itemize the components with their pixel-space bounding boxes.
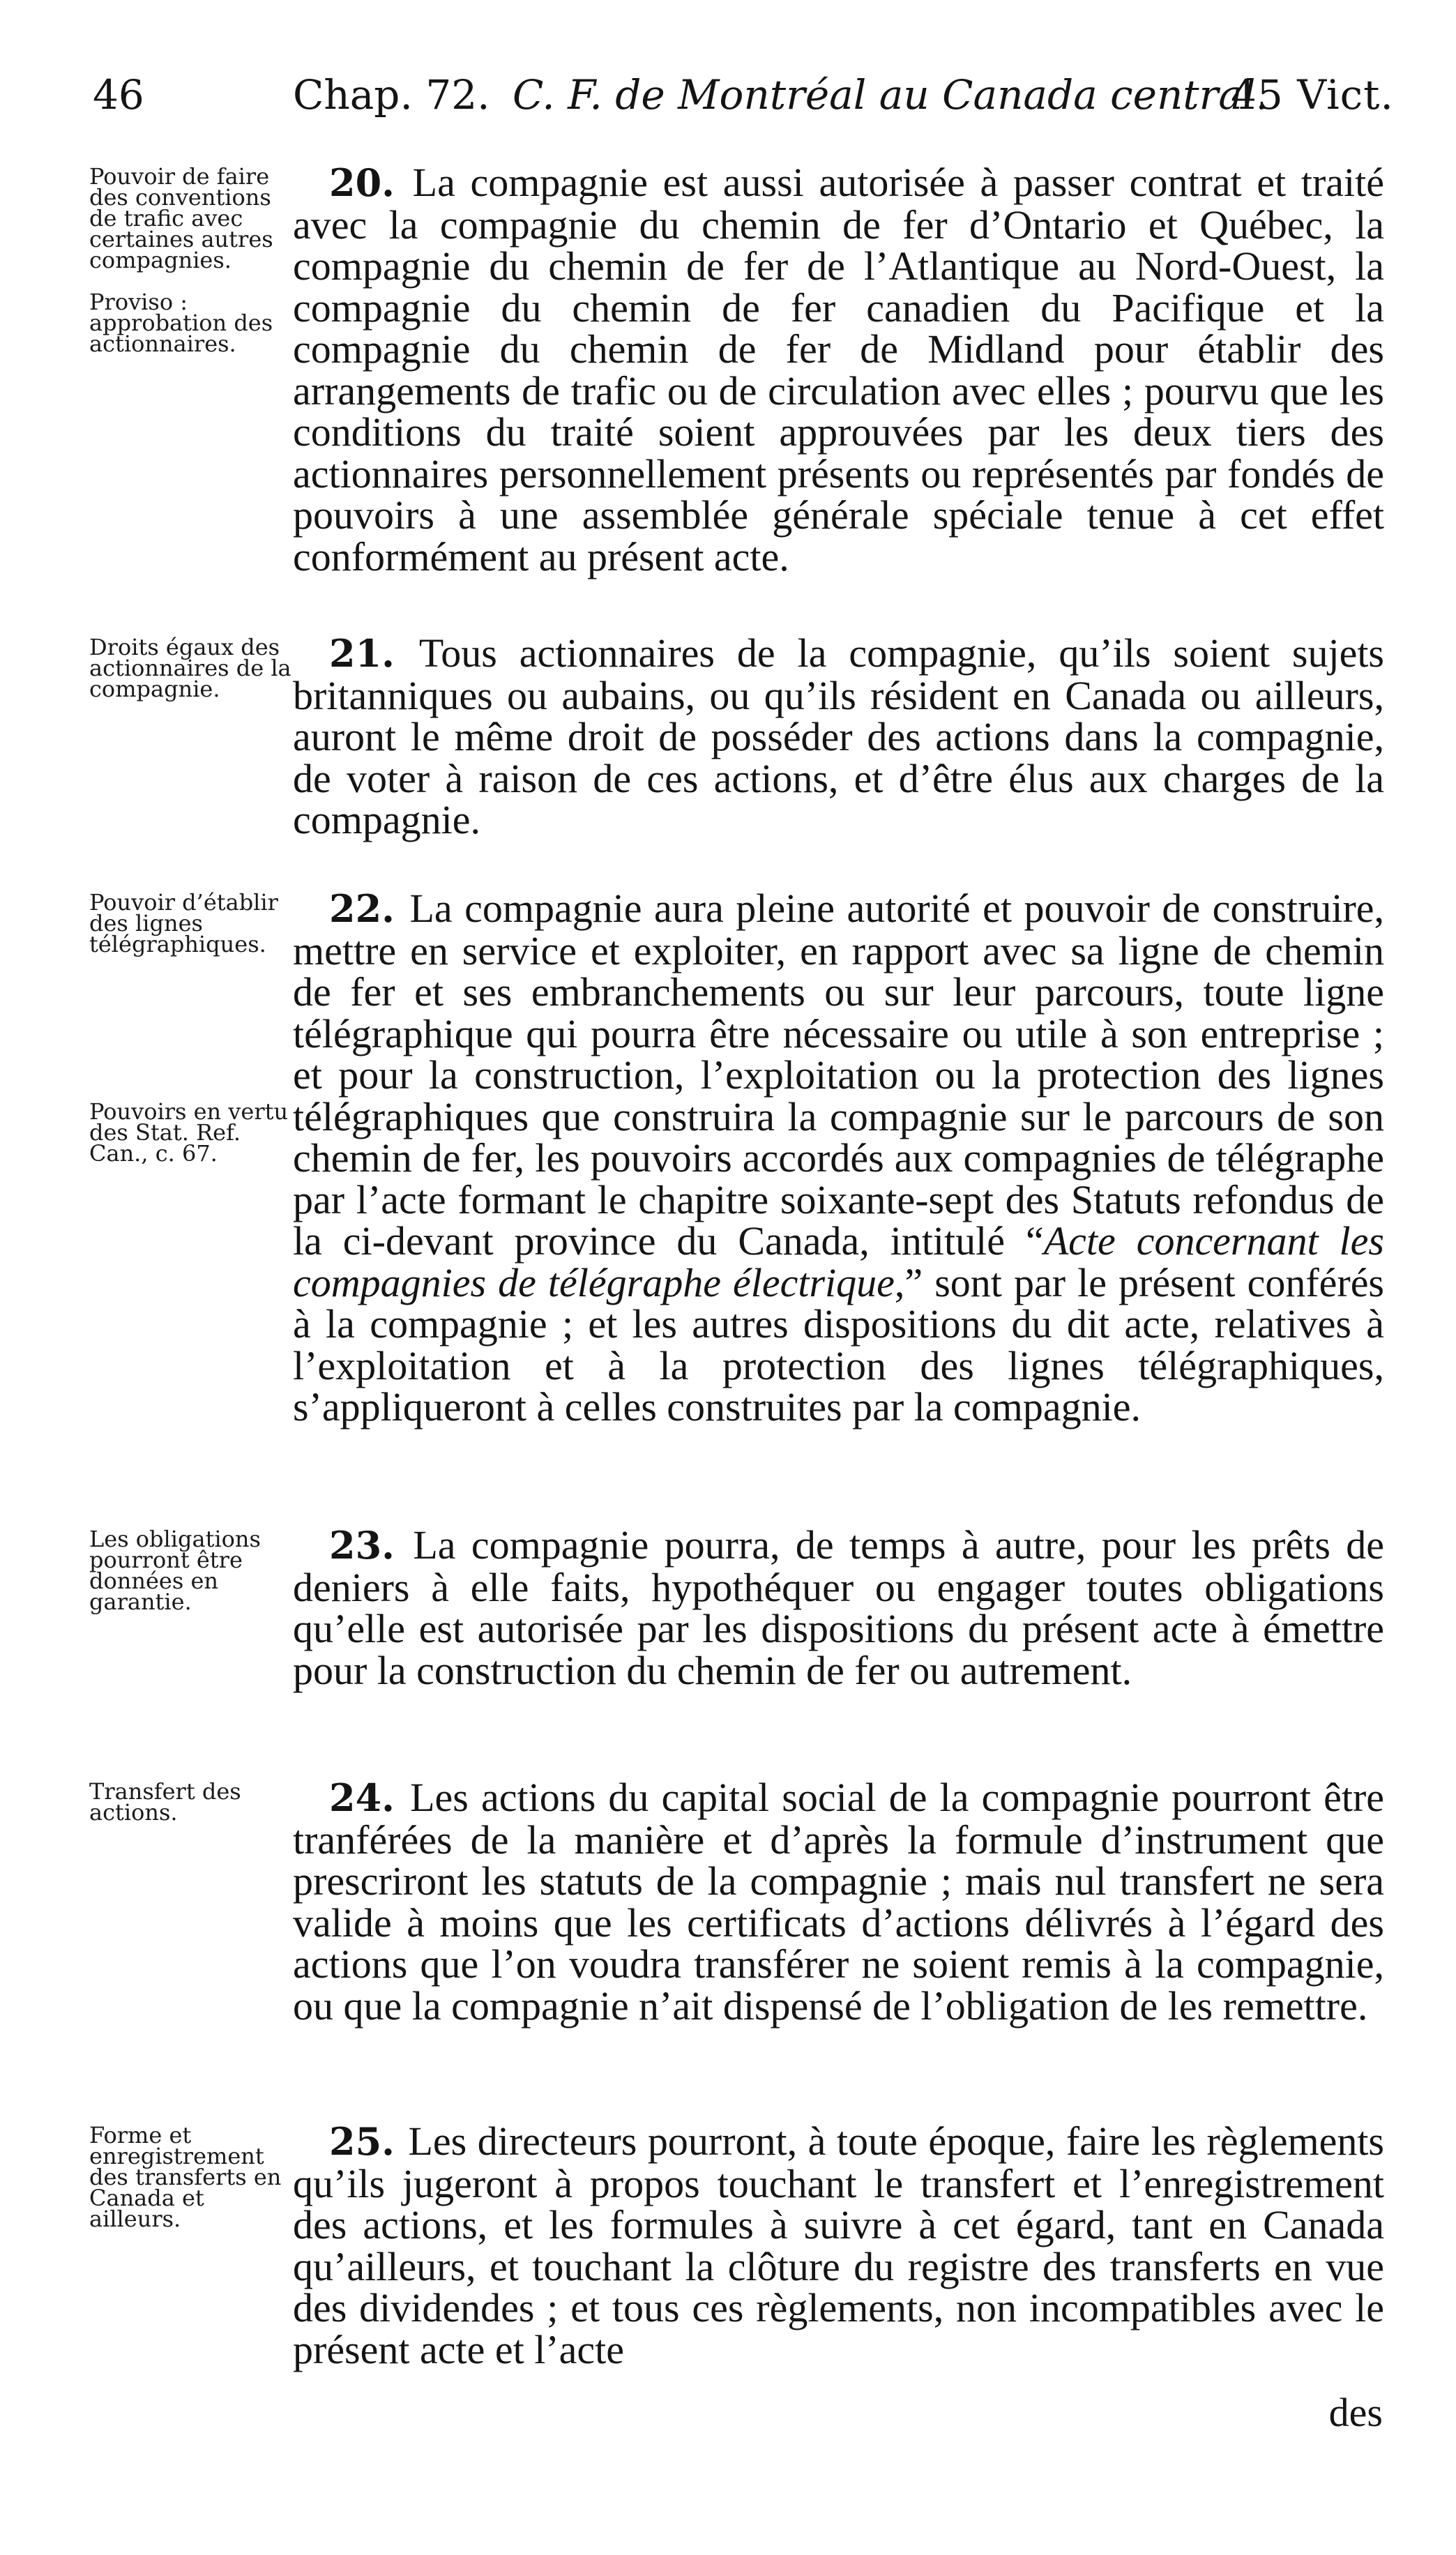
margin-note-text: Proviso : approbation des actionnaires. — [89, 289, 273, 357]
margin-note — [89, 1778, 291, 1826]
section-text — [293, 1524, 1384, 1691]
margin-note-text: Les obligations pourront être données en garantie. — [89, 1526, 261, 1615]
section-body: La compagnie est aussi autorisée à passer contrat et traité avec la compagnie du chemin de fer d’Ontario et Québec, la compagnie du chemin de fer de l’Atlantique au Nord-Ouest, la compagnie du chemin de fer canadien du Pacifique et la compagnie du chemin de fer de Midland pour établir des arrangements de trafic ou de circulation avec elles ; pourvu que les conditions du traité soient approuvées par les deux tiers des actionnaires personnellement présents ou représentés par fondés de pouvoirs à une assemblée générale spéciale tenue à cet effet conformément au présent acte. — [293, 160, 1385, 579]
running-title: C. F. de Montréal au Canada central. — [513, 71, 1268, 119]
section-body: La compagnie aura pleine autorité et pouvoir de construire, mettre en service et exploiter, en rapport avec sa ligne de chemin de fer et ses embranchements ou sur leur parcours, toute ligne télégraphique qui pourra être nécessaire ou utile à son entreprise ; et pour la construction, l’exploitation ou la protection des lignes télégraphiques que construira la compagnie sur le parcours de son chemin de fer, les pouvoirs accordés aux compagnies de télégraphe par l’acte formant le chapitre soixante-sept des Statuts refondus de la ci-devant province du Canada, intitulé “ — [293, 886, 1385, 1264]
margin-note — [89, 889, 291, 1167]
margin-note — [89, 634, 291, 702]
section-text — [293, 2118, 1385, 2372]
chapter-label: Chap. 72. — [293, 71, 490, 119]
regnal-year: 45 Vict. — [1231, 71, 1394, 119]
section-text — [293, 888, 1384, 1428]
section-body: La compagnie pourra, de temps à autre, pour les prêts de deniers à elle faits, hypothéquer ou engager toutes obligations qu’elle est autorisée par les dispositions du présent acte à émettre pour la construction du chemin de fer ou autrement. — [293, 1522, 1384, 1693]
page-header — [0, 0, 1456, 167]
margin-note-text: Transfert des actions. — [89, 1778, 241, 1826]
section-number: 21. — [329, 631, 395, 676]
margin-note — [89, 1526, 291, 1615]
section-number: 23. — [329, 1523, 395, 1568]
margin-note-text: Pouvoir d’établir des lignes télégraphiques. — [89, 889, 278, 957]
section-number: 22. — [329, 886, 395, 931]
section-number: 20. — [329, 160, 395, 205]
section-number: 25. — [329, 2119, 395, 2164]
section-text — [293, 162, 1384, 577]
section-text — [293, 1775, 1385, 2029]
margin-note-text: Droits égaux des actionnaires de la compagnie. — [89, 634, 291, 702]
margin-note-text: Pouvoirs en vertu des Stat. Ref. Can., c. 67. — [89, 1098, 289, 1167]
section-body: Les actions du capital social de la compagnie pourront être tranférées de la manière et d’après la formule d’instrument que prescriront les statuts de la compagnie ; mais nul transfert ne sera valide à moins que les certificats d’actions délivrés à l’égard des actions que l’on voudra transférer ne soient remis à la compagnie, ou que la compagnie n’ait dispensé de l’obligation de les remettre. — [293, 1775, 1385, 2029]
section-text — [293, 632, 1384, 841]
page-number: 46 — [93, 71, 144, 119]
section-body-cont: ,” sont par le présent conférés à la compagnie ; et les autres dispositions du dit acte, relatives à l’exploitation et à la protection des lignes télégraphiques, s’appliqueront à celles construites par la compagnie. — [293, 1259, 1385, 1430]
margin-note-text: Pouvoir de faire des conventions de trafic avec certaines autres compagnies. — [89, 163, 273, 273]
section-body: Les directeurs pourront, à toute époque, faire les règlements qu’ils jugeront à propos touchant le transfert et l’enregistrement des actions, et les formules à suivre à cet égard, tant en Canada qu’ailleurs, et touchant la clôture du registre des transferts en vue des dividendes ; et tous ces règlements, non incompatibles avec le présent acte et l’acte — [293, 2118, 1385, 2372]
catchword: des — [1328, 2390, 1383, 2435]
section-body: Tous actionnaires de la compagnie, qu’ils soient sujets britanniques ou aubains, ou qu’ils résident en Canada ou ailleurs, auront le même droit de posséder des actions dans la compagnie, de voter à raison de ces actions, et d’être élus aux charges de la compagnie. — [293, 630, 1384, 842]
margin-note-text: Forme et enregistrement des transferts en Canada et ailleurs. — [89, 2122, 282, 2232]
section-number: 24. — [329, 1775, 395, 1820]
margin-note — [89, 163, 291, 357]
statute-title: Acte concernant les compagnies de télégraphe électrique — [293, 1218, 1384, 1305]
margin-note — [89, 2122, 291, 2232]
